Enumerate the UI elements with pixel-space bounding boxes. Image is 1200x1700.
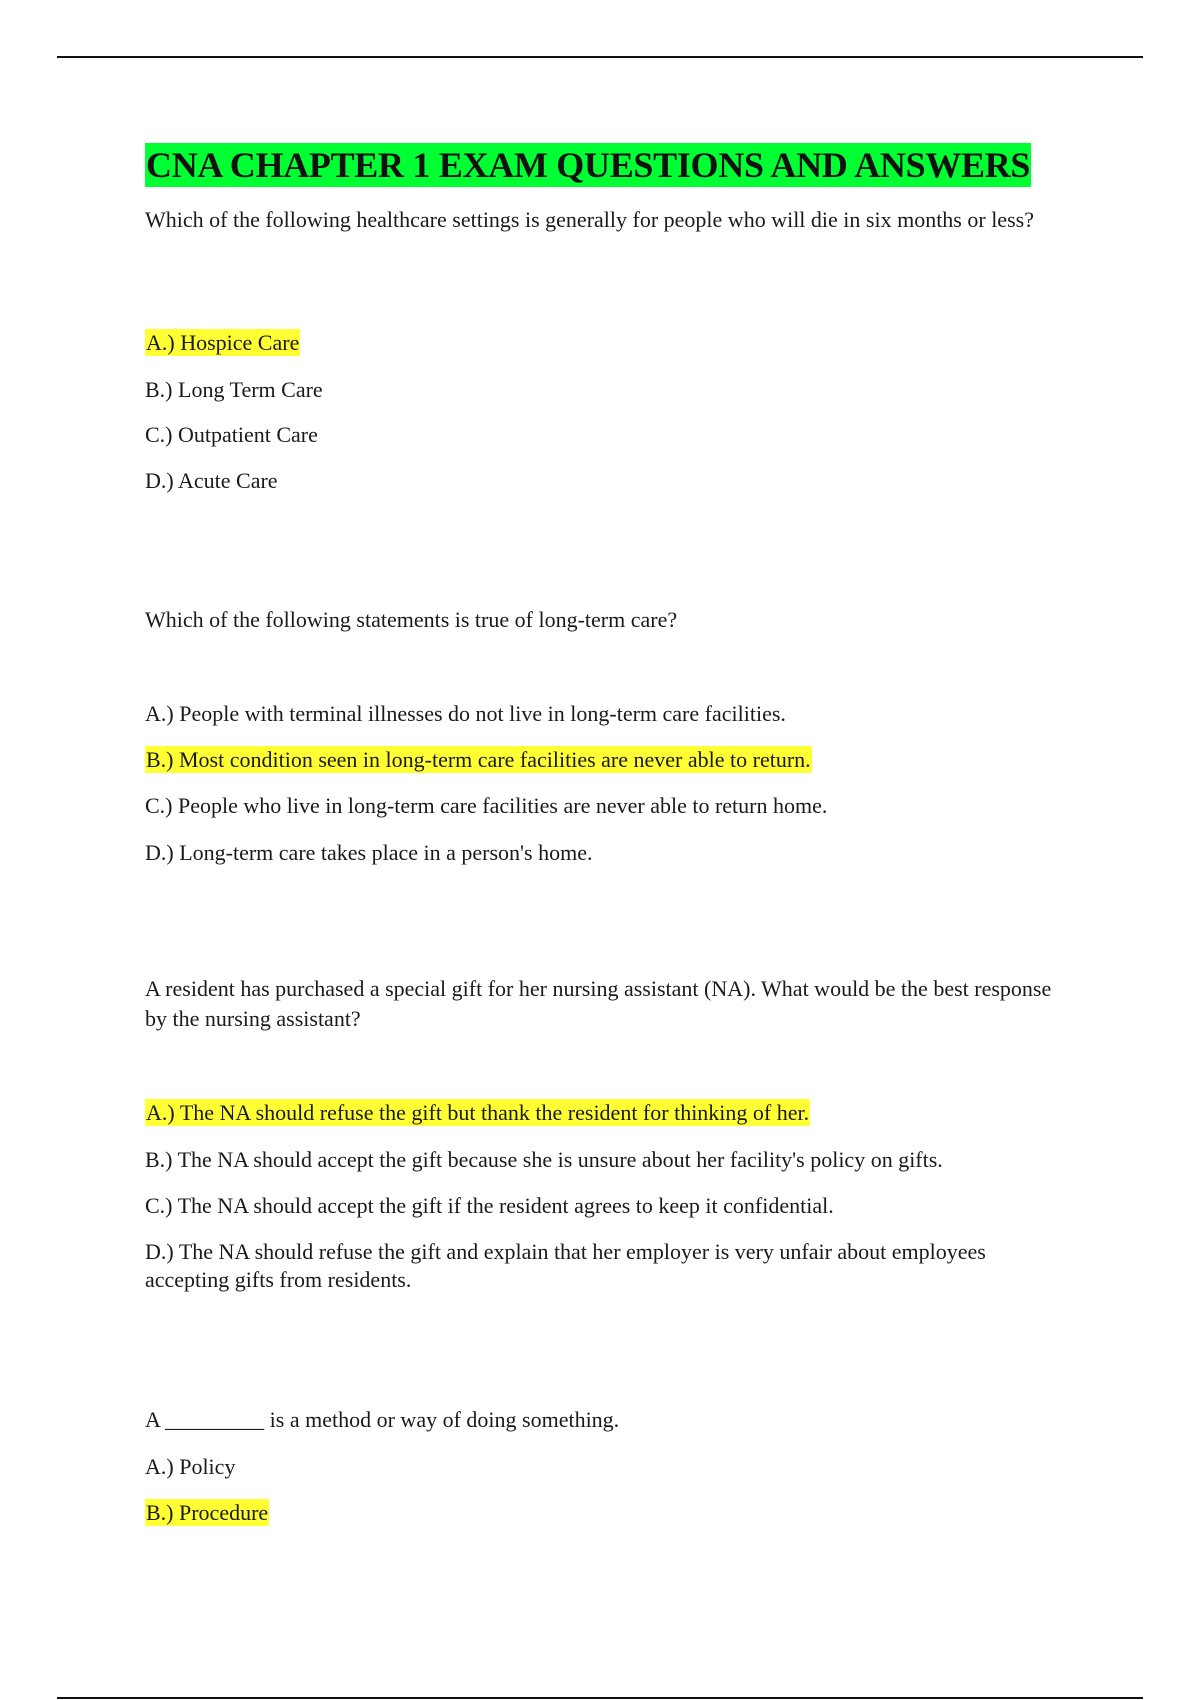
question-4-option-a: A.) Policy <box>145 1454 236 1479</box>
question-3-text: A resident has purchased a special gift for her nursing assistant (NA). What would be the best response by the nursing assistant? <box>145 976 1052 1031</box>
question-1-text: Which of the following healthcare settings is generally for people who will die in six months or less? <box>145 207 1034 232</box>
question-2-option-c: C.) People who live in long-term care facilities are never able to return home. <box>145 793 828 818</box>
question-2-text: Which of the following statements is true of long-term care? <box>145 607 678 632</box>
question-2-option-a: A.) People with terminal illnesses do not live in long-term care facilities. <box>145 701 786 726</box>
question-3-option-b: B.) The NA should accept the gift because she is unsure about her facility's policy on gifts. <box>145 1147 943 1172</box>
question-1-option-a <box>145 329 300 357</box>
question-2-option-b <box>145 746 812 774</box>
answer-highlight: B.) Procedure <box>146 1500 269 1525</box>
question-1-option-d: D.) Acute Care <box>145 468 278 493</box>
answer-highlight: A.) Hospice Care <box>146 330 300 355</box>
question-2-option-d: D.) Long-term care takes place in a person's home. <box>145 840 593 865</box>
question-3-option-c: C.) The NA should accept the gift if the resident agrees to keep it confidential. <box>145 1193 834 1218</box>
page-top-rule <box>57 56 1143 58</box>
question-3-option-d: D.) The NA should refuse the gift and explain that her employer is very unfair about employees accepting gifts from residents. <box>145 1239 986 1292</box>
question-3-option-a <box>145 1099 810 1127</box>
question-1-option-b: B.) Long Term Care <box>145 377 323 402</box>
answer-highlight: A.) The NA should refuse the gift but thank the resident for thinking of her. <box>146 1100 810 1125</box>
page-bottom-rule <box>57 1697 1143 1699</box>
answer-highlight: B.) Most condition seen in long-term care facilities are never able to return. <box>146 747 811 772</box>
question-4-option-b <box>145 1499 269 1527</box>
document-title: CNA CHAPTER 1 EXAM QUESTIONS AND ANSWERS <box>146 145 1031 185</box>
question-1-option-c: C.) Outpatient Care <box>145 422 318 447</box>
question-4-text: A _________ is a method or way of doing something. <box>145 1407 620 1432</box>
